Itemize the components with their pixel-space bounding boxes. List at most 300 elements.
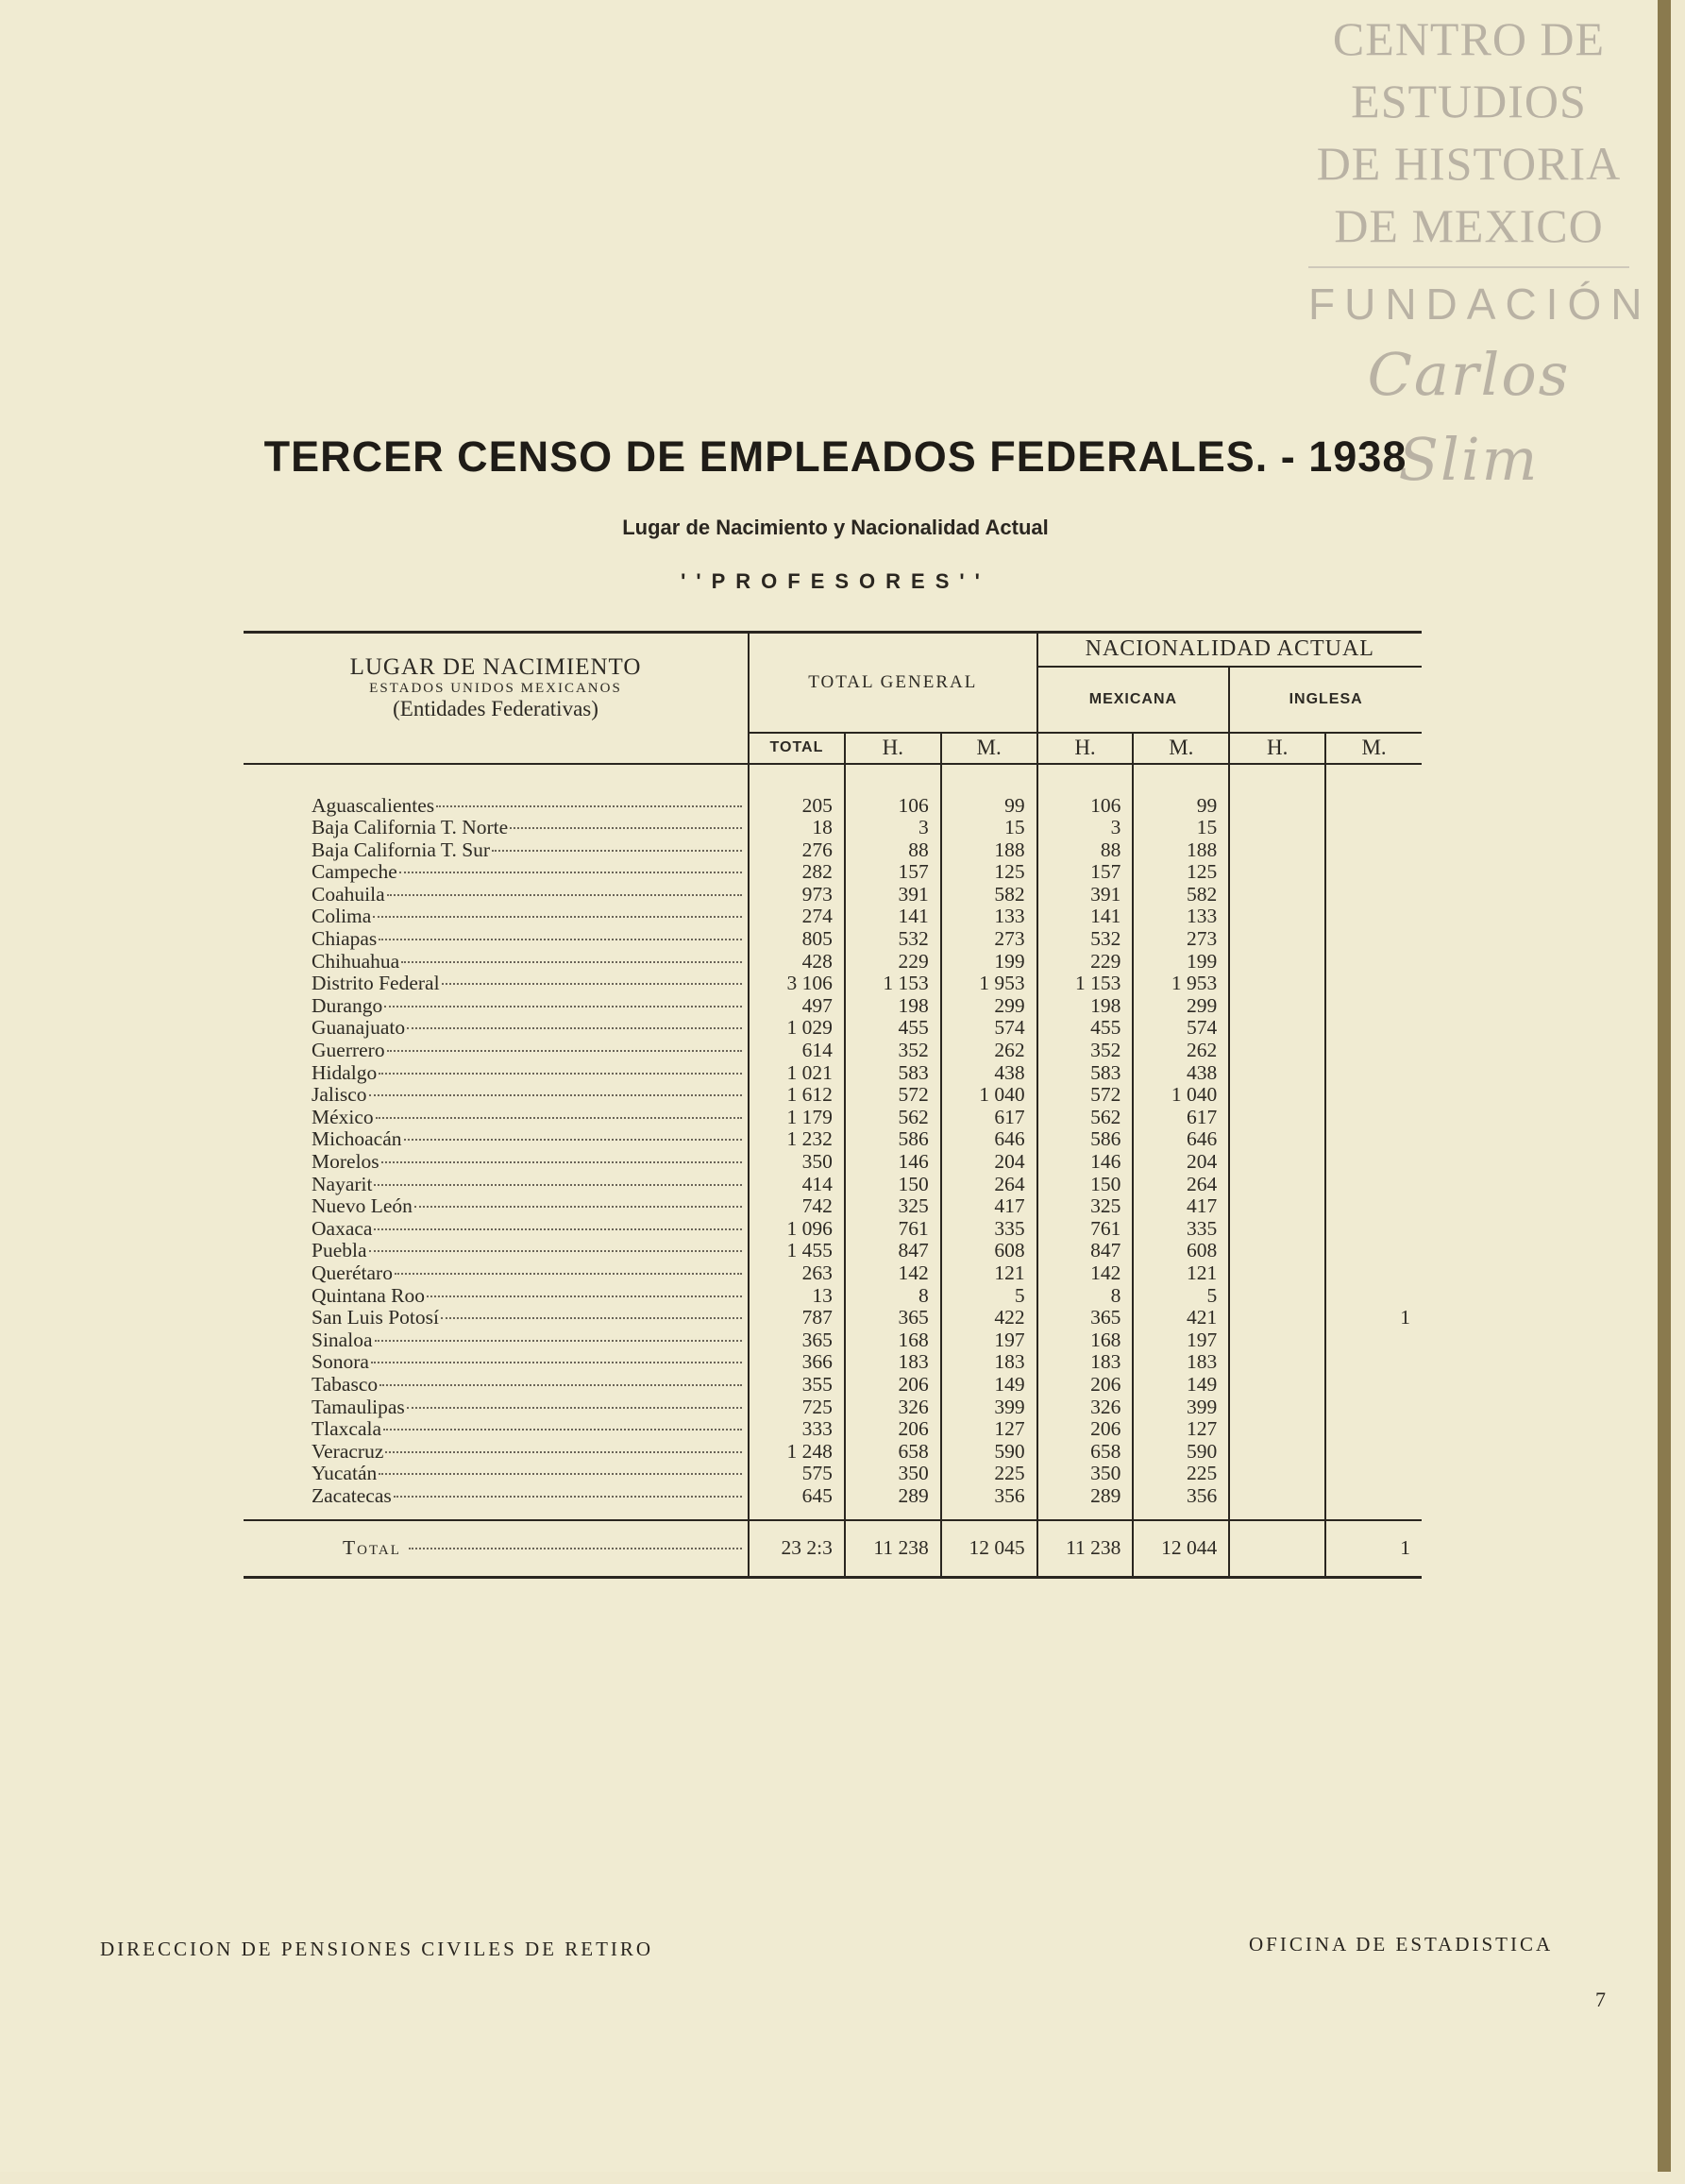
cell-in-h bbox=[1229, 1218, 1325, 1241]
cell-in-m bbox=[1325, 795, 1422, 818]
header-blank bbox=[244, 733, 749, 764]
cell-mx-h: 206 bbox=[1037, 1374, 1134, 1397]
cell-in-m bbox=[1325, 1262, 1422, 1285]
row-entidad bbox=[244, 795, 749, 818]
cell-mx-h: 289 bbox=[1037, 1485, 1134, 1508]
row-entidad bbox=[244, 1351, 749, 1374]
cell-mx-h: 352 bbox=[1037, 1040, 1134, 1062]
cell-total: 274 bbox=[749, 906, 845, 928]
cell-h: 289 bbox=[845, 1485, 941, 1508]
table-row bbox=[244, 1374, 1422, 1397]
cell-total: 805 bbox=[749, 928, 845, 951]
cell-in-m bbox=[1325, 928, 1422, 951]
dot-leader bbox=[404, 1139, 743, 1141]
footer-direccion: DIRECCION DE PENSIONES CIVILES DE RETIRO bbox=[100, 1938, 654, 1960]
table-row bbox=[244, 1285, 1422, 1308]
cell-mx-m: 199 bbox=[1133, 951, 1229, 973]
cell-mx-h: 3 bbox=[1037, 817, 1134, 839]
cell-m: 590 bbox=[941, 1441, 1037, 1464]
cell-mx-h: 761 bbox=[1037, 1218, 1134, 1241]
row-entidad bbox=[244, 1285, 749, 1308]
cell-mx-h: 146 bbox=[1037, 1151, 1134, 1174]
entidad-label: Baja California T. Sur bbox=[312, 838, 491, 861]
cell-in-h bbox=[1229, 884, 1325, 906]
cell-in-m bbox=[1325, 1062, 1422, 1085]
cell-total: 365 bbox=[749, 1329, 845, 1352]
row-entidad bbox=[244, 1441, 749, 1464]
entidad-label: Baja California T. Norte bbox=[312, 817, 509, 839]
table-row bbox=[244, 1128, 1422, 1151]
cell-total: 1 029 bbox=[749, 1017, 845, 1040]
cell-h: 583 bbox=[845, 1062, 941, 1085]
entidad-label: Nayarit bbox=[312, 1173, 373, 1195]
inglesa-header: INGLESA bbox=[1229, 667, 1422, 733]
dot-leader bbox=[409, 1548, 742, 1549]
cell-h: 1 153 bbox=[845, 973, 941, 995]
row-entidad bbox=[244, 1218, 749, 1241]
cell-in-h bbox=[1229, 995, 1325, 1018]
cell-in-h bbox=[1229, 1397, 1325, 1419]
total-h: 11 238 bbox=[845, 1520, 941, 1578]
cell-in-m bbox=[1325, 1374, 1422, 1397]
entidad-label: Hidalgo bbox=[312, 1061, 378, 1084]
row-entidad bbox=[244, 1062, 749, 1085]
cell-total: 1 612 bbox=[749, 1084, 845, 1107]
cell-h: 326 bbox=[845, 1397, 941, 1419]
dot-leader bbox=[369, 1094, 742, 1096]
table-row bbox=[244, 1195, 1422, 1218]
cell-mx-m: 99 bbox=[1133, 795, 1229, 818]
lugar-header bbox=[244, 633, 749, 733]
cell-in-m bbox=[1325, 1107, 1422, 1129]
cell-h: 198 bbox=[845, 995, 941, 1018]
cell-m: 5 bbox=[941, 1285, 1037, 1308]
dot-leader bbox=[399, 872, 742, 873]
cell-total: 263 bbox=[749, 1262, 845, 1285]
cell-h: 352 bbox=[845, 1040, 941, 1062]
cell-in-h bbox=[1229, 1017, 1325, 1040]
entidad-label: Nuevo León bbox=[312, 1195, 413, 1218]
cell-h: 229 bbox=[845, 951, 941, 973]
cell-total: 1 232 bbox=[749, 1128, 845, 1151]
cell-mx-m: 5 bbox=[1133, 1285, 1229, 1308]
cell-in-m bbox=[1325, 1195, 1422, 1218]
cell-in-h bbox=[1229, 1329, 1325, 1352]
cell-m: 121 bbox=[941, 1262, 1037, 1285]
cell-mx-m: 335 bbox=[1133, 1218, 1229, 1241]
total-general-header: TOTAL GENERAL bbox=[749, 633, 1037, 733]
dot-leader bbox=[373, 916, 742, 918]
dot-leader bbox=[384, 1006, 742, 1007]
dot-leader bbox=[385, 1451, 742, 1453]
cell-in-h bbox=[1229, 1374, 1325, 1397]
cell-total: 1 179 bbox=[749, 1107, 845, 1129]
total-mx-h: 11 238 bbox=[1037, 1520, 1134, 1578]
entidad-label: Tamaulipas bbox=[312, 1396, 405, 1418]
dot-leader bbox=[387, 894, 742, 896]
cell-in-m bbox=[1325, 973, 1422, 995]
cell-total: 366 bbox=[749, 1351, 845, 1374]
watermark-divider bbox=[1308, 266, 1629, 268]
cell-in-m bbox=[1325, 1441, 1422, 1464]
cell-total: 973 bbox=[749, 884, 845, 906]
entidad-label: Guanajuato bbox=[312, 1017, 406, 1040]
cell-h: 562 bbox=[845, 1107, 941, 1129]
cell-in-h bbox=[1229, 1062, 1325, 1085]
cell-h: 572 bbox=[845, 1084, 941, 1107]
table-row bbox=[244, 1418, 1422, 1441]
row-entidad bbox=[244, 928, 749, 951]
nacionalidad-header: NACIONALIDAD ACTUAL bbox=[1037, 633, 1422, 667]
table-row bbox=[244, 995, 1422, 1018]
table-row bbox=[244, 1107, 1422, 1129]
row-entidad bbox=[244, 1174, 749, 1196]
lugar-title: LUGAR DE NACIMIENTO bbox=[349, 653, 642, 680]
table-row bbox=[244, 1463, 1422, 1485]
cell-in-m bbox=[1325, 1418, 1422, 1441]
cell-h: 350 bbox=[845, 1463, 941, 1485]
row-entidad bbox=[244, 1418, 749, 1441]
row-entidad bbox=[244, 1329, 749, 1352]
cell-total: 350 bbox=[749, 1151, 845, 1174]
cell-mx-h: 1 153 bbox=[1037, 973, 1134, 995]
cell-in-m bbox=[1325, 1485, 1422, 1508]
entidad-label: Coahuila bbox=[312, 883, 385, 906]
cell-in-h bbox=[1229, 1485, 1325, 1508]
cell-h: 206 bbox=[845, 1374, 941, 1397]
entidad-label: Oaxaca bbox=[312, 1217, 373, 1240]
cell-m: 133 bbox=[941, 906, 1037, 928]
cell-in-m bbox=[1325, 1017, 1422, 1040]
cell-mx-h: 198 bbox=[1037, 995, 1134, 1018]
col-total-header: TOTAL bbox=[749, 733, 845, 764]
total-label-cell bbox=[244, 1520, 749, 1578]
cell-h: 3 bbox=[845, 817, 941, 839]
cell-total: 497 bbox=[749, 995, 845, 1018]
cell-in-m bbox=[1325, 1329, 1422, 1352]
table-row bbox=[244, 1084, 1422, 1107]
entidad-label: Querétaro bbox=[312, 1261, 393, 1284]
cell-mx-m: 264 bbox=[1133, 1174, 1229, 1196]
entidad-label: Chiapas bbox=[312, 928, 378, 951]
cell-in-h bbox=[1229, 1174, 1325, 1196]
watermark-line: DE MEXICO bbox=[1334, 199, 1604, 252]
cell-mx-h: 365 bbox=[1037, 1307, 1134, 1329]
cell-in-h bbox=[1229, 1441, 1325, 1464]
cell-in-h bbox=[1229, 1262, 1325, 1285]
cell-mx-m: 125 bbox=[1133, 861, 1229, 884]
table-row bbox=[244, 906, 1422, 928]
cell-m: 1 953 bbox=[941, 973, 1037, 995]
cell-mx-h: 206 bbox=[1037, 1418, 1134, 1441]
cell-mx-m: 273 bbox=[1133, 928, 1229, 951]
cell-h: 168 bbox=[845, 1329, 941, 1352]
cell-mx-h: 88 bbox=[1037, 839, 1134, 862]
cell-h: 183 bbox=[845, 1351, 941, 1374]
cell-total: 205 bbox=[749, 795, 845, 818]
cell-in-m bbox=[1325, 1128, 1422, 1151]
row-entidad bbox=[244, 973, 749, 995]
cell-mx-m: 1 040 bbox=[1133, 1084, 1229, 1107]
cell-m: 127 bbox=[941, 1418, 1037, 1441]
row-entidad bbox=[244, 995, 749, 1018]
watermark-line: DE HISTORIA bbox=[1316, 137, 1622, 190]
cell-m: 356 bbox=[941, 1485, 1037, 1508]
cell-m: 299 bbox=[941, 995, 1037, 1018]
table-row bbox=[244, 1329, 1422, 1352]
cell-mx-h: 325 bbox=[1037, 1195, 1134, 1218]
cell-in-h bbox=[1229, 906, 1325, 928]
cell-h: 847 bbox=[845, 1240, 941, 1262]
total-total: 23 2:3 bbox=[749, 1520, 845, 1578]
dot-leader bbox=[376, 1117, 742, 1119]
cell-total: 742 bbox=[749, 1195, 845, 1218]
table-row bbox=[244, 1040, 1422, 1062]
cell-in-m bbox=[1325, 817, 1422, 839]
cell-mx-h: 847 bbox=[1037, 1240, 1134, 1262]
cell-mx-h: 168 bbox=[1037, 1329, 1134, 1352]
dot-leader bbox=[374, 1228, 742, 1230]
dot-leader bbox=[381, 1161, 742, 1163]
cell-mx-h: 572 bbox=[1037, 1084, 1134, 1107]
entidad-label: Sonora bbox=[312, 1351, 369, 1374]
cell-h: 761 bbox=[845, 1218, 941, 1241]
cell-mx-h: 157 bbox=[1037, 861, 1134, 884]
cell-in-h bbox=[1229, 928, 1325, 951]
cell-m: 1 040 bbox=[941, 1084, 1037, 1107]
cell-m: 273 bbox=[941, 928, 1037, 951]
table-row bbox=[244, 1397, 1422, 1419]
cell-m: 399 bbox=[941, 1397, 1037, 1419]
cell-mx-h: 350 bbox=[1037, 1463, 1134, 1485]
cell-m: 617 bbox=[941, 1107, 1037, 1129]
total-m: 12 045 bbox=[941, 1520, 1037, 1578]
table-row bbox=[244, 928, 1422, 951]
col-mx-h-header: H. bbox=[1037, 733, 1134, 764]
cell-total: 725 bbox=[749, 1397, 845, 1419]
cell-mx-h: 183 bbox=[1037, 1351, 1134, 1374]
cell-total: 355 bbox=[749, 1374, 845, 1397]
total-in-h bbox=[1229, 1520, 1325, 1578]
dot-leader bbox=[427, 1295, 742, 1297]
cell-mx-m: 417 bbox=[1133, 1195, 1229, 1218]
cell-mx-m: 127 bbox=[1133, 1418, 1229, 1441]
cell-total: 18 bbox=[749, 817, 845, 839]
dot-leader bbox=[379, 939, 742, 940]
cell-total: 428 bbox=[749, 951, 845, 973]
entidad-label: Aguascalientes bbox=[312, 794, 435, 817]
cell-m: 335 bbox=[941, 1218, 1037, 1241]
entidad-label: Campeche bbox=[312, 861, 397, 884]
cell-total: 1 248 bbox=[749, 1441, 845, 1464]
entidad-label: Veracruz bbox=[312, 1440, 384, 1463]
cell-total: 13 bbox=[749, 1285, 845, 1308]
row-entidad bbox=[244, 1374, 749, 1397]
cell-mx-m: 204 bbox=[1133, 1151, 1229, 1174]
cell-mx-h: 586 bbox=[1037, 1128, 1134, 1151]
table-row bbox=[244, 884, 1422, 906]
cell-mx-m: 121 bbox=[1133, 1262, 1229, 1285]
cell-m: 608 bbox=[941, 1240, 1037, 1262]
cell-total: 3 106 bbox=[749, 973, 845, 995]
dot-leader bbox=[383, 1429, 742, 1431]
cell-m: 422 bbox=[941, 1307, 1037, 1329]
table-row bbox=[244, 839, 1422, 862]
total-in-m: 1 bbox=[1325, 1520, 1422, 1578]
cell-in-m bbox=[1325, 1218, 1422, 1241]
dot-leader bbox=[379, 1384, 742, 1386]
table-body bbox=[244, 764, 1422, 1578]
dot-leader bbox=[379, 1473, 742, 1475]
dot-leader bbox=[371, 1362, 742, 1363]
cell-in-m bbox=[1325, 1351, 1422, 1374]
entidad-label: Quintana Roo bbox=[312, 1284, 426, 1307]
row-entidad bbox=[244, 884, 749, 906]
cell-mx-m: 399 bbox=[1133, 1397, 1229, 1419]
cell-h: 142 bbox=[845, 1262, 941, 1285]
entidad-label: Distrito Federal bbox=[312, 973, 440, 995]
cell-in-m bbox=[1325, 1174, 1422, 1196]
cell-h: 658 bbox=[845, 1441, 941, 1464]
dot-leader bbox=[414, 1206, 742, 1208]
cell-m: 574 bbox=[941, 1017, 1037, 1040]
table-row bbox=[244, 1062, 1422, 1085]
cell-m: 582 bbox=[941, 884, 1037, 906]
cell-mx-h: 391 bbox=[1037, 884, 1134, 906]
mexicana-header: MEXICANA bbox=[1037, 667, 1230, 733]
cell-in-m bbox=[1325, 1463, 1422, 1485]
row-entidad bbox=[244, 1151, 749, 1174]
cell-in-m bbox=[1325, 995, 1422, 1018]
cell-m: 646 bbox=[941, 1128, 1037, 1151]
cell-mx-h: 658 bbox=[1037, 1441, 1134, 1464]
cell-mx-m: 574 bbox=[1133, 1017, 1229, 1040]
page-number: 7 bbox=[1595, 1988, 1606, 2011]
total-mx-m: 12 044 bbox=[1133, 1520, 1229, 1578]
cell-mx-m: 608 bbox=[1133, 1240, 1229, 1262]
cell-in-h bbox=[1229, 861, 1325, 884]
table-row bbox=[244, 1262, 1422, 1285]
col-in-m-header: M. bbox=[1325, 733, 1422, 764]
cell-mx-h: 455 bbox=[1037, 1017, 1134, 1040]
fundacion-watermark bbox=[1308, 8, 1652, 502]
dot-leader bbox=[442, 983, 742, 985]
cell-m: 149 bbox=[941, 1374, 1037, 1397]
cell-in-h bbox=[1229, 1351, 1325, 1374]
entidad-label: Guerrero bbox=[312, 1040, 385, 1062]
cell-mx-h: 532 bbox=[1037, 928, 1134, 951]
entidad-label: Colima bbox=[312, 906, 372, 928]
cell-in-m bbox=[1325, 1240, 1422, 1262]
cell-mx-m: 149 bbox=[1133, 1374, 1229, 1397]
cell-mx-m: 646 bbox=[1133, 1128, 1229, 1151]
lugar-entidades: (Entidades Federativas) bbox=[393, 696, 598, 720]
cell-mx-h: 326 bbox=[1037, 1397, 1134, 1419]
row-entidad bbox=[244, 1262, 749, 1285]
cell-mx-h: 8 bbox=[1037, 1285, 1134, 1308]
cell-m: 438 bbox=[941, 1062, 1037, 1085]
entidad-label: Tabasco bbox=[312, 1373, 379, 1396]
entidad-label: Zacatecas bbox=[312, 1484, 392, 1507]
dot-leader bbox=[374, 1184, 742, 1186]
dot-leader bbox=[441, 1317, 742, 1319]
cell-mx-m: 438 bbox=[1133, 1062, 1229, 1085]
cell-m: 262 bbox=[941, 1040, 1037, 1062]
entidad-label: México bbox=[312, 1106, 374, 1128]
cell-in-h bbox=[1229, 1128, 1325, 1151]
cell-mx-m: 1 953 bbox=[1133, 973, 1229, 995]
cell-mx-h: 141 bbox=[1037, 906, 1134, 928]
cell-m: 197 bbox=[941, 1329, 1037, 1352]
cell-mx-m: 15 bbox=[1133, 817, 1229, 839]
cell-mx-h: 150 bbox=[1037, 1174, 1134, 1196]
cell-total: 1 455 bbox=[749, 1240, 845, 1262]
cell-total: 414 bbox=[749, 1174, 845, 1196]
dot-leader bbox=[436, 805, 742, 807]
cell-m: 204 bbox=[941, 1151, 1037, 1174]
row-entidad bbox=[244, 906, 749, 928]
row-entidad bbox=[244, 1463, 749, 1485]
row-entidad bbox=[244, 1397, 749, 1419]
cell-total: 333 bbox=[749, 1418, 845, 1441]
cell-total: 1 021 bbox=[749, 1062, 845, 1085]
row-entidad bbox=[244, 839, 749, 862]
row-entidad bbox=[244, 1107, 749, 1129]
cell-h: 157 bbox=[845, 861, 941, 884]
census-table bbox=[244, 631, 1422, 1579]
cell-h: 8 bbox=[845, 1285, 941, 1308]
dot-leader bbox=[395, 1273, 742, 1275]
cell-in-m bbox=[1325, 1084, 1422, 1107]
cell-m: 183 bbox=[941, 1351, 1037, 1374]
dot-leader bbox=[407, 1407, 742, 1409]
col-m-header: M. bbox=[941, 733, 1037, 764]
cell-h: 146 bbox=[845, 1151, 941, 1174]
entidad-label: Jalisco bbox=[312, 1084, 367, 1107]
cell-m: 264 bbox=[941, 1174, 1037, 1196]
table-row bbox=[244, 1240, 1422, 1262]
cell-h: 106 bbox=[845, 795, 941, 818]
cell-mx-m: 262 bbox=[1133, 1040, 1229, 1062]
page-subtitle: Lugar de Nacimiento y Nacionalidad Actual bbox=[622, 516, 1049, 539]
cell-total: 787 bbox=[749, 1307, 845, 1329]
row-entidad bbox=[244, 1017, 749, 1040]
cell-mx-m: 225 bbox=[1133, 1463, 1229, 1485]
dot-leader bbox=[401, 961, 742, 963]
cell-h: 141 bbox=[845, 906, 941, 928]
cell-in-h bbox=[1229, 1285, 1325, 1308]
cell-m: 199 bbox=[941, 951, 1037, 973]
row-entidad bbox=[244, 1195, 749, 1218]
row-entidad bbox=[244, 1307, 749, 1329]
cell-mx-m: 582 bbox=[1133, 884, 1229, 906]
dot-leader bbox=[492, 850, 742, 852]
row-entidad bbox=[244, 1040, 749, 1062]
cell-in-m bbox=[1325, 906, 1422, 928]
table-row bbox=[244, 951, 1422, 973]
watermark-signature: Carlos Slim bbox=[1367, 340, 1571, 494]
cell-m: 417 bbox=[941, 1195, 1037, 1218]
entidad-label: Puebla bbox=[312, 1240, 367, 1262]
cell-total: 1 096 bbox=[749, 1218, 845, 1241]
row-entidad bbox=[244, 1084, 749, 1107]
table-row bbox=[244, 973, 1422, 995]
dot-leader bbox=[407, 1027, 742, 1029]
watermark-fundacion: FUNDACIÓN bbox=[1308, 279, 1652, 329]
cell-in-h bbox=[1229, 1240, 1325, 1262]
cell-total: 645 bbox=[749, 1485, 845, 1508]
cell-in-h bbox=[1229, 951, 1325, 973]
